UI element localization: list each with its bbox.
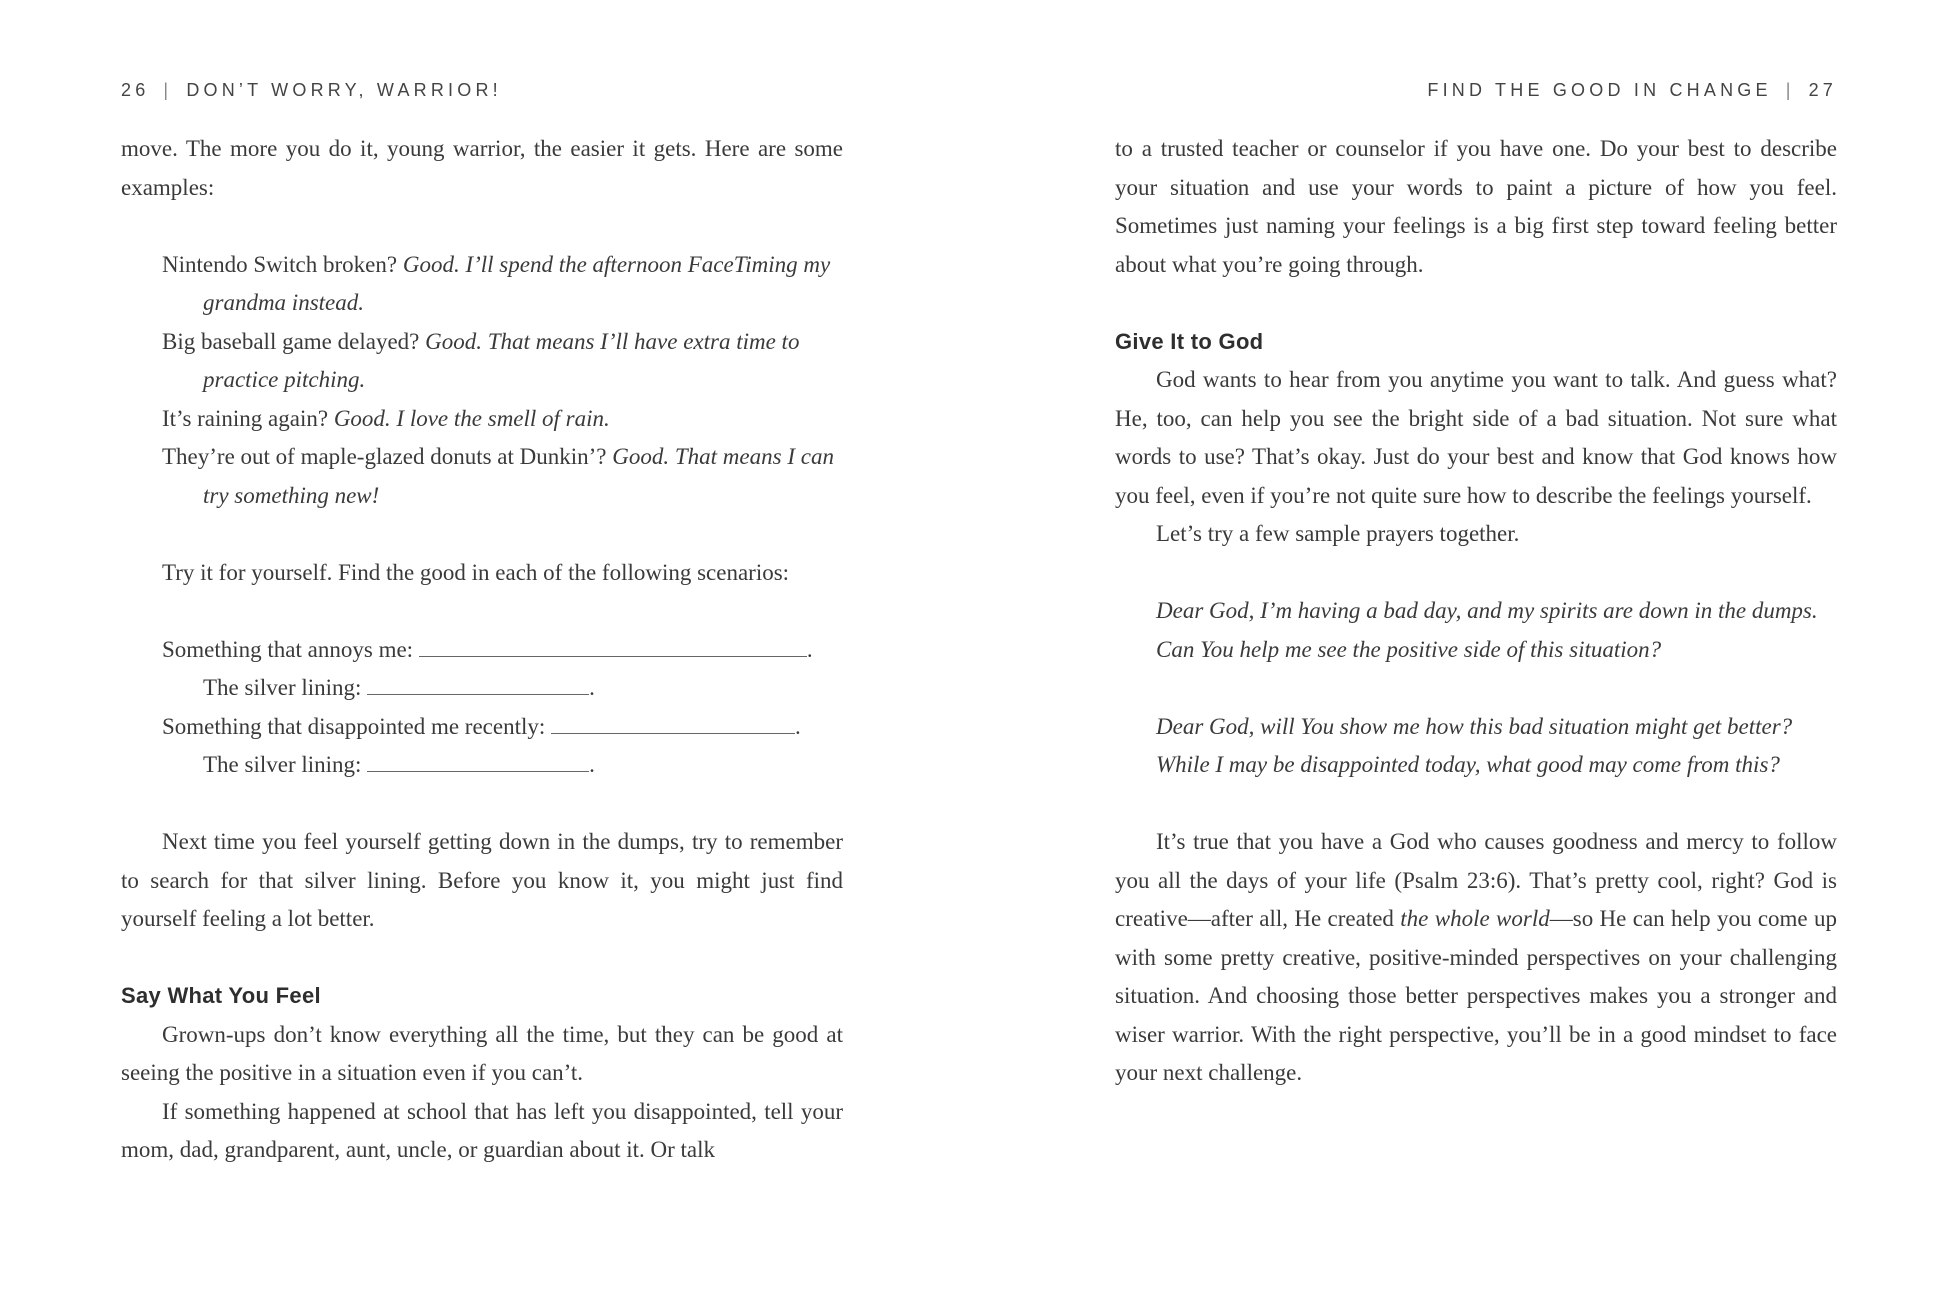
right-running-head <box>1427 80 1837 101</box>
intro-paragraph: move. The more you do it, young warrior, the easier it gets. Here are some examples: <box>121 136 843 200</box>
example-response: Good. I love the smell of rain. <box>333 405 610 431</box>
sample-prayer: Dear God, will You show me how this bad situation might get better? While I may be disappointed today, what good may come from this? <box>1156 713 1793 777</box>
fill-in-blank <box>419 634 807 657</box>
example-item <box>121 246 843 323</box>
example-prompt: Big baseball game delayed? <box>162 328 420 354</box>
closing-paragraph <box>1115 823 1837 1093</box>
closing-emphasis: the whole world <box>1400 906 1550 931</box>
right-page-body <box>1115 130 1837 1093</box>
left-page-number: 26 <box>121 80 150 100</box>
left-page-body <box>121 130 843 1170</box>
sample-prayer: Dear God, I’m having a bad day, and my spirits are down in the dumps. Can You help me see the positive side of this situation? <box>1156 598 1818 662</box>
example-prompt: It’s raining again? <box>162 405 329 431</box>
exercise-label: Something that disappointed me recently: <box>162 713 546 739</box>
section-heading-give-it-to-god: Give It to God <box>1115 328 1264 354</box>
example-item <box>121 438 843 515</box>
example-prompt: They’re out of maple-glazed donuts at Dunkin’? <box>162 444 607 469</box>
chapter-title: FIND THE GOOD IN CHANGE <box>1427 80 1772 100</box>
example-item <box>121 323 843 400</box>
right-page <box>973 0 1946 1297</box>
exercise-label: The silver lining: <box>203 752 362 777</box>
exercise-label: Something that annoys me: <box>162 636 414 662</box>
if-something-paragraph: If something happened at school that has left you disappointed, tell your mom, dad, grandparent, aunt, uncle, or guardian about it. Or talk <box>121 1098 843 1162</box>
fill-in-blank <box>551 711 795 734</box>
period: . <box>795 713 801 739</box>
right-page-number: 27 <box>1808 80 1837 100</box>
period: . <box>589 675 595 700</box>
exercise-line-silver-lining <box>121 746 843 785</box>
example-item <box>121 400 843 439</box>
example-prompt: Nintendo Switch broken? <box>162 251 398 277</box>
book-title: DON’T WORRY, WARRIOR! <box>186 80 502 100</box>
fill-in-blank <box>367 749 589 772</box>
grownups-paragraph: Grown-ups don’t know everything all the time, but they can be good at seeing the positive in a situation even if you can’t. <box>121 1021 843 1085</box>
try-it-instruction: Try it for yourself. Find the good in each of the following scenarios: <box>162 559 790 585</box>
example-response: Good. That means I can try something new! <box>203 444 834 508</box>
header-separator: | <box>163 80 173 100</box>
lets-try-paragraph: Let’s try a few sample prayers together. <box>1156 521 1520 546</box>
exercise-line-silver-lining <box>121 669 843 708</box>
period: . <box>806 636 813 662</box>
period: . <box>589 752 595 777</box>
closing-text: —so He can help you come up with some pretty creative, positive-minded perspectives on your challenging situation. And choosing those better perspectives makes you a stronger and wiser warrior. With the right perspective, you’ll be in a good mindset to face your next challenge. <box>1115 906 1838 1085</box>
god-wants-paragraph: God wants to hear from you anytime you want to talk. And guess what? He, too, can help you see the bright side of a bad situation. Not sure what words to use? That’s okay. Just do your best and know that God knows how you feel, even if you’re not quite sure how to describe the feelings yourself. <box>1115 367 1837 508</box>
header-separator: | <box>1785 80 1795 100</box>
closing-text: It’s true that you have a God who causes goodness and mercy to follow you all the days of your life (Psalm 23:6). That’s pretty cool, right? God is creative—after all, He created <box>1115 829 1837 931</box>
exercise-line-disappointed <box>121 708 843 747</box>
exercise-line-annoys <box>121 631 843 670</box>
continuation-paragraph: to a trusted teacher or counselor if you have one. Do your best to describe your situation and use your words to paint a picture of how you feel. Sometimes just naming your feelings is a big first step toward feeling better about what you’re going through. <box>1115 136 1837 277</box>
left-running-head <box>121 80 502 101</box>
exercise-label: The silver lining: <box>203 675 362 700</box>
fill-in-blank <box>367 672 589 695</box>
section-heading-say-what-you-feel: Say What You Feel <box>121 983 321 1008</box>
example-response: Good. That means I’ll have extra time to practice pitching. <box>203 328 800 392</box>
next-time-paragraph: Next time you feel yourself getting down in the dumps, try to remember to search for that silver lining. Before you know it, you might just find yourself feeling a lot better. <box>121 829 843 931</box>
example-response: Good. I’ll spend the afternoon FaceTiming my grandma instead. <box>203 251 831 315</box>
